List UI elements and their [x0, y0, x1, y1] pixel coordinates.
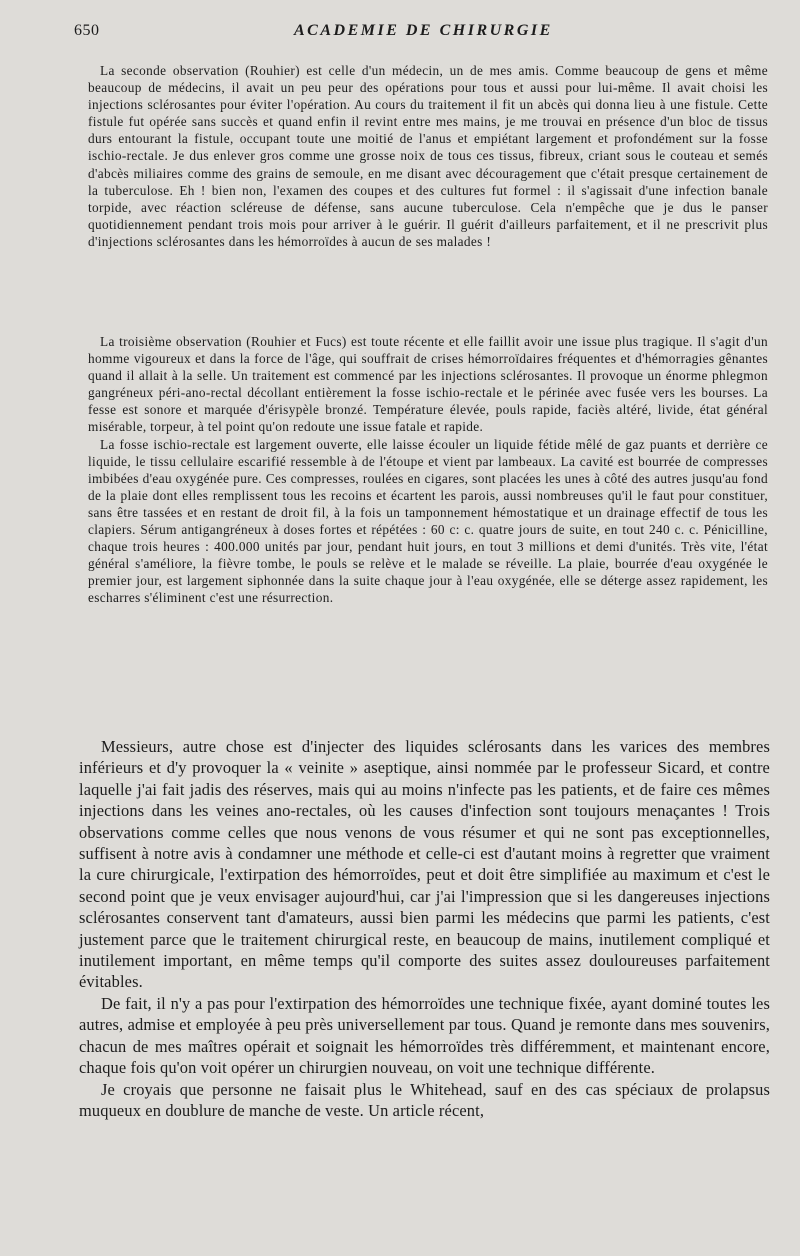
- paragraph-second-observation: La seconde observation (Rouhier) est celle d'un médecin, un de mes amis. Comme beaucoup de gens et même beaucoup de médecins, il avait un peu peur des opérations pour tous et aussi pour lui-même. Il avait choisi les injections sclérosantes pour éviter l'opération. Au cours du traitement il fit un abcès qui donna lieu à une fistule. Cette fistule fut opérée sans succès et quand enfin il revint entre mes mains, je me trouvai en présence d'un bloc de tissus durs entourant la fistule, occupant toute une moitié de l'anus et empiétant largement et profondément sur la fosse ischio-rectale. Je dus enlever gros comme une grosse noix de tous ces tissus, fibreux, criant sous le couteau et semés d'abcès miliaires comme des grains de semoule, en me disant avec découragement que c'était presque certainement de la tuberculose. Eh ! bien non, l'examen des coupes et des cultures fut formel : il s'agissait d'une infection banale torpide, avec réaction scléreuse de défense, sans aucune tuberculose. Cela n'empêche que je dus le panser quotidiennement pendant trois mois pour arriver à le guérir. Il guérit d'ailleurs parfaitement, et il ne prescrivit plus d'injections sclérosantes dans les hémorroïdes à aucun de ses malades !: [88, 63, 768, 249]
- main-text-block: [79, 736, 770, 1121]
- paragraph-de-fait: De fait, il n'y a pas pour l'extirpation des hémorroïdes une technique fixée, ayant dominé toutes les autres, admise et employée à peu près universellement par tous. Quand je remonte dans mes souvenirs, chacun de mes maîtres opérait et soignait les hémorroïdes très différemment, et maintenant encore, chaque fois qu'on voit opérer un chirurgien nouveau, on voit une technique différente.: [79, 993, 770, 1078]
- paragraph-messieurs: Messieurs, autre chose est d'injecter des liquides sclérosants dans les varices des membres inférieurs et d'y provoquer la « veinite » aseptique, ainsi nommée par le professeur Sicard, et contre laquelle j'ai fait jadis des réserves, mais qui au moins n'infecte pas les patients, et de faire ces mêmes injections dans les veines ano-rectales, où les causes d'infection sont toujours menaçantes ! Trois observations comme celles que nous venons de vous résumer et qui ne sont pas exceptionnelles, suffisent à notre avis à condamner une méthode et celle-ci est d'autant moins à regretter que vraiment la cure chirurgicale, l'extirpation des hémorroïdes, peut et doit être simplifiée au maximum et c'est le second point que je veux envisager aujourd'hui, car j'ai l'impression que si les dangereuses injections sclérosantes conservent tant d'amateurs, aussi bien parmi les médecins que parmi les patients, c'est justement parce que le traitement chirurgical reste, en beaucoup de mains, inutilement compliqué et inutilement important, en même temps qu'il comporte des suites assez douloureuses parfaitement évitables.: [79, 737, 770, 992]
- observation-block-2: [88, 333, 768, 607]
- page-number: 650: [74, 22, 100, 39]
- observation-block-1: [88, 62, 768, 250]
- paragraph-third-observation: La troisième observation (Rouhier et Fucs) est toute récente et elle faillit avoir une issue plus tragique. Il s'agit d'un homme vigoureux et dans la force de l'âge, qui souffrait de crises hémorroïdaires fréquentes et d'hémorragies gênantes quand il allait à la selle. Un traitement est commencé par les injections sclérosantes. Il provoque un énorme phlegmon gangréneux péri-ano-rectal décollant entièrement la fosse ischio-rectale et le périnée avec fusée vers les bourses. La fesse est sonore et marquée d'érisypèle bronzé. Température élevée, pouls rapide, faciès altéré, livide, état général misérable, torpeur, à tel point qu'on redoute une issue fatale et rapide.: [88, 334, 768, 435]
- running-title: ACADEMIE DE CHIRURGIE: [294, 22, 553, 39]
- page-header: [74, 22, 760, 44]
- paragraph-treatment: La fosse ischio-rectale est largement ouverte, elle laisse écouler un liquide fétide mêlé de gaz puants et derrière ce liquide, le tissu cellulaire escarifié ressemble à de l'étoupe et vient par lambeaux. La cavité est bourrée de compresses imbibées d'eau oxygénée pure. Ces compresses, roulées en cigares, sont placées les unes à côté des autres jusqu'au fond de la plaie dont elles remplissent tous les recoins et écartent les parois, aussi nombreuses qu'il le faut pour constituer, sans être tassées et en restant de droit fil, à la fois un tamponnement hémostatique et un drainage effectif de tous les clapiers. Sérum antigangréneux à doses fortes et répétées : 60 c: c. quatre jours de suite, en tout 240 c. c. Pénicilline, chaque trois heures : 400.000 unités par jour, pendant huit jours, en tout 3 millions et demi d'unités. Très vite, l'état général s'améliore, la fièvre tombe, le pouls se relève et le malade se réveille. La plaie, bourrée d'eau oxygénée le premier jour, est largement siphonnée dans la suite chaque jour à l'eau oxygénée, elle se déterge assez rapidement, les escharres s'éliminent c'est une résurrection.: [88, 436, 768, 606]
- paragraph-whitehead: Je croyais que personne ne faisait plus le Whitehead, sauf en des cas spéciaux de prolapsus muqueux en doublure de manche de veste. Un article récent,: [79, 1079, 770, 1120]
